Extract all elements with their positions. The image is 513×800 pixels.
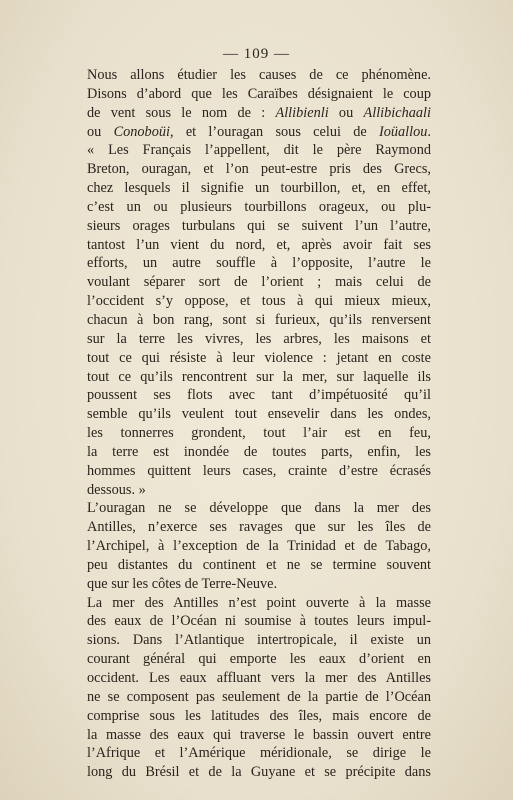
text-line: que sur les côtes de Terre-Neuve.	[87, 575, 278, 592]
text-line: ne se composent pas seulement de la partie de l’Océan	[87, 688, 431, 705]
text-line: chacun à bon rang, sont si furieux, qu’ils renversent	[87, 311, 431, 328]
text-line: « Les Français l’appellent, dit le père Raymond	[87, 142, 431, 159]
text-line: tout ce qui résiste à leur violence : jetant en coste	[87, 349, 431, 366]
text-line: poussent ses flots avec tant d’impétuosité qu’il	[87, 387, 431, 404]
text-line: ou Conoboüi, et l’ouragan sous celui de Ioüallou.	[87, 123, 431, 140]
text-line: voulant séparer sort de l’orient ; mais celui de	[87, 274, 431, 291]
text-line: Breton, ouragan, et l’on peut-estre pris des Grecs,	[87, 161, 431, 178]
text-line: long du Brésil et de la Guyane et se précipite dans	[87, 764, 431, 781]
text-line: tantost l’un vient du nord, et, après avoir fait ses	[87, 236, 431, 253]
text-line: occident. Les eaux affluant vers la mer des Antilles	[87, 670, 431, 686]
text-line: tout ce qu’ils rencontrent sur la mer, sur laquelle ils	[87, 368, 431, 385]
text-line: Disons d’abord que les Caraïbes désignaient le coup	[87, 85, 431, 102]
text-line: hommes quittent leurs cases, crainte d’estre écrasés	[87, 462, 431, 479]
text-line: La mer des Antilles n’est point ouverte à la masse	[87, 594, 431, 611]
text-line: L’ouragan ne se développe que dans la mer des	[87, 500, 431, 517]
text-line: la terre est inondée de toutes parts, enfin, les	[87, 443, 431, 460]
text-line: comprise sous les latitudes des îles, mais encore de	[87, 707, 431, 724]
page-number: — 109 —	[223, 46, 290, 62]
text-line: sions. Dans l’Atlantique intertropicale, il existe un	[87, 632, 431, 649]
text-line: sieurs orages turbulans qui se suivent l’un l’autre,	[87, 217, 431, 234]
body-text	[87, 66, 431, 782]
text-line: chez lesquels il signifie un tourbillon, et, en effet,	[87, 180, 431, 197]
text-line: sur la terre les vivres, les arbres, les maisons et	[87, 330, 431, 347]
text-line: l’Afrique et l’Amérique méridionale, se dirige le	[87, 745, 431, 762]
text-line: l’Archipel, à l’exception de la Trinidad et de Tabago,	[87, 538, 431, 555]
text-line: efforts, un autre souffle à l’opposite, l’autre le	[87, 255, 431, 272]
text-line: de vent sous le nom de : Allibienli ou Allibichaali	[87, 104, 431, 121]
text-line: dessous. »	[87, 481, 146, 498]
text-line: des eaux de l’Océan ni soumise à toutes leurs impul-	[87, 613, 431, 630]
text-line: courant général qui emporte les eaux d’orient en	[87, 651, 431, 668]
text-line: l’occident s’y oppose, et tous à qui mieux mieux,	[87, 293, 431, 310]
text-line: semble qu’ils veulent tout ensevelir dans les ondes,	[87, 406, 431, 423]
text-line: les tonnerres grondent, tout l’air est en feu,	[87, 425, 431, 442]
text-line: c’est un ou plusieurs tourbillons orageux, ou plu-	[87, 198, 431, 215]
text-line: peu distantes du continent et ne se termine souvent	[87, 556, 431, 573]
text-line: la masse des eaux qui traverse le bassin ouvert entre	[87, 726, 431, 743]
text-line: Nous allons étudier les causes de ce phénomène.	[87, 67, 431, 83]
text-line: Antilles, n’exerce ses ravages que sur les îles de	[87, 519, 431, 536]
